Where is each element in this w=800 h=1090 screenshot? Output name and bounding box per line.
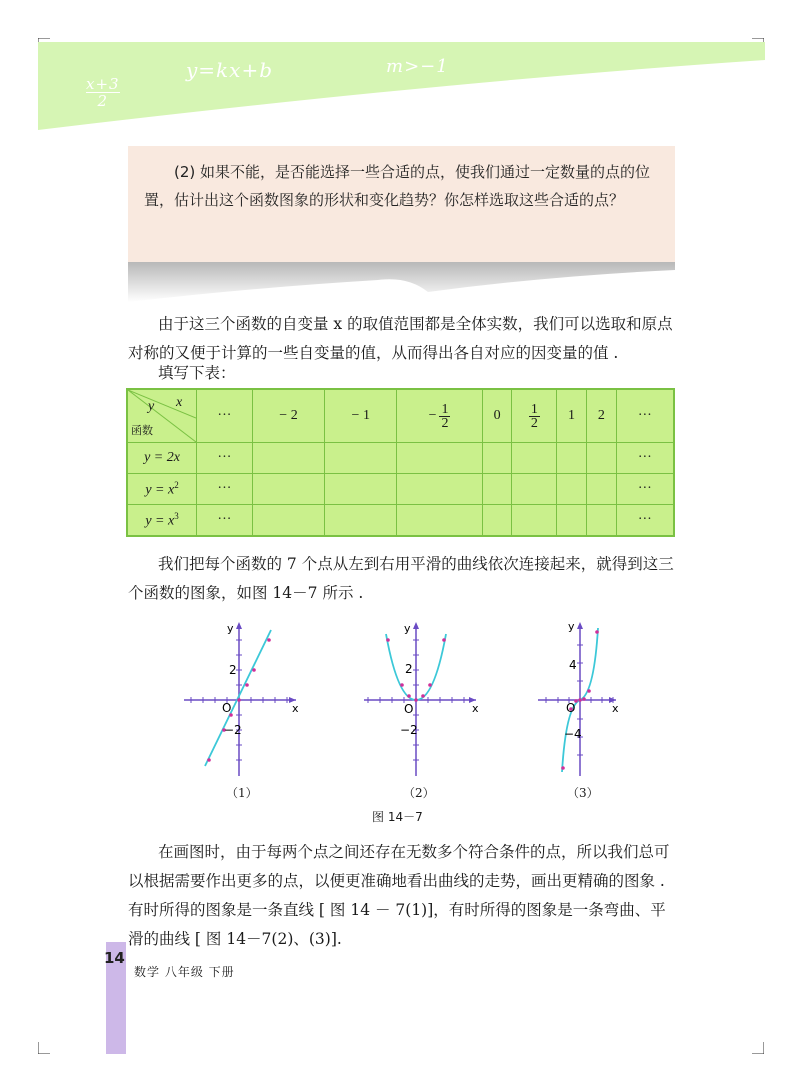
x-axis-label: x <box>472 702 479 715</box>
banner-fraction-denominator: 2 <box>97 92 109 110</box>
blank-cell[interactable] <box>586 505 616 537</box>
banner-fraction-formula <box>86 76 120 109</box>
row-label-exponent: 2 <box>174 479 179 490</box>
tick-label-positive: 4 <box>569 658 577 672</box>
question-box-shadow <box>128 262 675 306</box>
blank-cell[interactable] <box>512 443 557 474</box>
blank-cell[interactable] <box>325 505 397 537</box>
question-box <box>128 146 675 262</box>
banner-fraction-numerator: x+3 <box>86 75 120 93</box>
origin-label: O <box>566 701 576 715</box>
blank-cell[interactable] <box>252 505 324 537</box>
crop-mark-bottom-right <box>752 1042 764 1054</box>
tick-label-negative: −4 <box>564 727 582 741</box>
table-corner-cell <box>127 389 197 443</box>
row-label-square <box>127 474 197 505</box>
blank-cell[interactable] <box>557 443 587 474</box>
row-cell-ellipsis-right: ··· <box>616 474 674 505</box>
corner-function-label: 函数 <box>131 424 153 437</box>
blank-cell[interactable] <box>397 443 482 474</box>
top-banner <box>38 42 765 130</box>
header-cell-two: 2 <box>586 389 616 443</box>
row-cell-ellipsis-left: ··· <box>197 505 253 537</box>
blank-cell[interactable] <box>397 505 482 537</box>
corner-y-label: y <box>148 399 155 414</box>
table-row-cube <box>127 505 674 537</box>
graph-label-3: （3） <box>567 786 599 800</box>
y-axis-arrow <box>577 622 583 629</box>
table-header-row <box>127 389 674 443</box>
header-cell-one: 1 <box>557 389 587 443</box>
crop-mark-bottom-left <box>38 1042 50 1054</box>
blank-cell[interactable] <box>512 474 557 505</box>
blank-cell[interactable] <box>482 443 512 474</box>
blank-cell[interactable] <box>397 474 482 505</box>
fraction <box>439 403 450 430</box>
book-info: 数学 八年级 下册 <box>134 965 235 979</box>
header-cell-neg-2 <box>252 389 324 443</box>
blank-cell[interactable] <box>512 505 557 537</box>
header-cell-half <box>512 389 557 443</box>
row-cell-ellipsis-left: ··· <box>197 443 253 474</box>
paragraph-fill-instruction: 填写下表： <box>158 364 236 382</box>
row-label-cube <box>127 505 197 537</box>
fraction <box>529 403 540 430</box>
row-label-base: y = x <box>145 513 175 529</box>
blank-cell[interactable] <box>586 443 616 474</box>
fraction-denominator: 2 <box>441 415 449 431</box>
graph-label-2: （2） <box>403 786 435 800</box>
page-number: 14 <box>104 949 125 967</box>
row-cell-ellipsis-left: ··· <box>197 474 253 505</box>
tick-label-negative: −2 <box>400 723 418 737</box>
header-cell-zero: 0 <box>482 389 512 443</box>
banner-inequality-formula: m>−1 <box>386 56 449 77</box>
graph-linear <box>184 618 304 778</box>
graph-square <box>364 618 484 778</box>
y-axis-label: y <box>404 622 411 635</box>
graph-cube <box>538 618 624 778</box>
header-cell-neg-half <box>397 389 482 443</box>
neg-sign: − <box>351 408 360 423</box>
blank-cell[interactable] <box>252 474 324 505</box>
origin-label: O <box>222 701 232 715</box>
blank-cell[interactable] <box>252 443 324 474</box>
header-value: 2 <box>290 408 298 423</box>
row-cell-ellipsis-right: ··· <box>616 443 674 474</box>
row-label-linear: y = 2x <box>127 443 197 474</box>
graph-label-1: （1） <box>226 786 258 800</box>
blank-cell[interactable] <box>482 474 512 505</box>
paragraph-intro: 由于这三个函数的自变量 x 的取值范围都是全体实数，我们可以选取和原点对称的又便于计算的一些自变量的值，从而得出各自对应的因变量的值 . <box>128 315 673 362</box>
paragraph-drawing-note: 在画图时，由于每两个点之间还存在无数多个符合条件的点，所以我们总可以根据需要作出更多的点，以便更准确地看出曲线的走势，画出更精确的图象 .有时所得的图象是一条直线 [ 图 14 － 7(1)]，有时所得的图象是一条弯曲、平滑的曲线 [ 图 14－7(2)、(3)]. <box>128 843 670 948</box>
corner-x-label: x <box>176 395 183 410</box>
blank-cell[interactable] <box>557 505 587 537</box>
row-label-base: y = x <box>145 482 175 498</box>
x-axis-label: x <box>292 702 299 715</box>
value-table <box>126 388 675 537</box>
blank-cell[interactable] <box>557 474 587 505</box>
fraction-numerator: 1 <box>441 401 449 417</box>
neg-sign: − <box>428 408 437 423</box>
header-cell-ellipsis-left: ··· <box>197 389 253 443</box>
table-row-linear <box>127 443 674 474</box>
y-axis-arrow <box>236 622 242 629</box>
header-cell-ellipsis-right: ··· <box>616 389 674 443</box>
blank-cell[interactable] <box>325 443 397 474</box>
blank-cell[interactable] <box>482 505 512 537</box>
tick-label-positive: 2 <box>405 662 413 676</box>
tick-label-positive: 2 <box>229 663 237 677</box>
y-axis-arrow <box>413 622 419 629</box>
banner-linear-formula: y=kx+b <box>186 58 274 82</box>
table-row-square <box>127 474 674 505</box>
row-cell-ellipsis-right: ··· <box>616 505 674 537</box>
y-axis-label: y <box>568 620 575 633</box>
fraction-denominator: 2 <box>530 415 538 431</box>
figure-caption: 图 14－7 <box>372 810 423 824</box>
header-value: 1 <box>362 408 370 423</box>
x-axis-label: x <box>612 702 619 715</box>
y-axis-label: y <box>227 622 234 635</box>
origin-label: O <box>404 702 414 716</box>
tick-label-negative: −2 <box>224 723 242 737</box>
question-text: (2) 如果不能，是否能选择一些合适的点，使我们通过一定数量的点的位置，估计出这个函数图象的形状和变化趋势？你怎样选取这些合适的点？ <box>144 163 651 209</box>
blank-cell[interactable] <box>586 474 616 505</box>
header-cell-neg-1 <box>325 389 397 443</box>
fraction-numerator: 1 <box>530 401 538 417</box>
row-label-exponent: 3 <box>174 510 179 521</box>
neg-sign: − <box>279 408 288 423</box>
blank-cell[interactable] <box>325 474 397 505</box>
paragraph-connect-points: 我们把每个函数的 7 个点从左到右用平滑的曲线依次连接起来，就得到这三个函数的图象，如图 14－7 所示 . <box>128 555 674 602</box>
